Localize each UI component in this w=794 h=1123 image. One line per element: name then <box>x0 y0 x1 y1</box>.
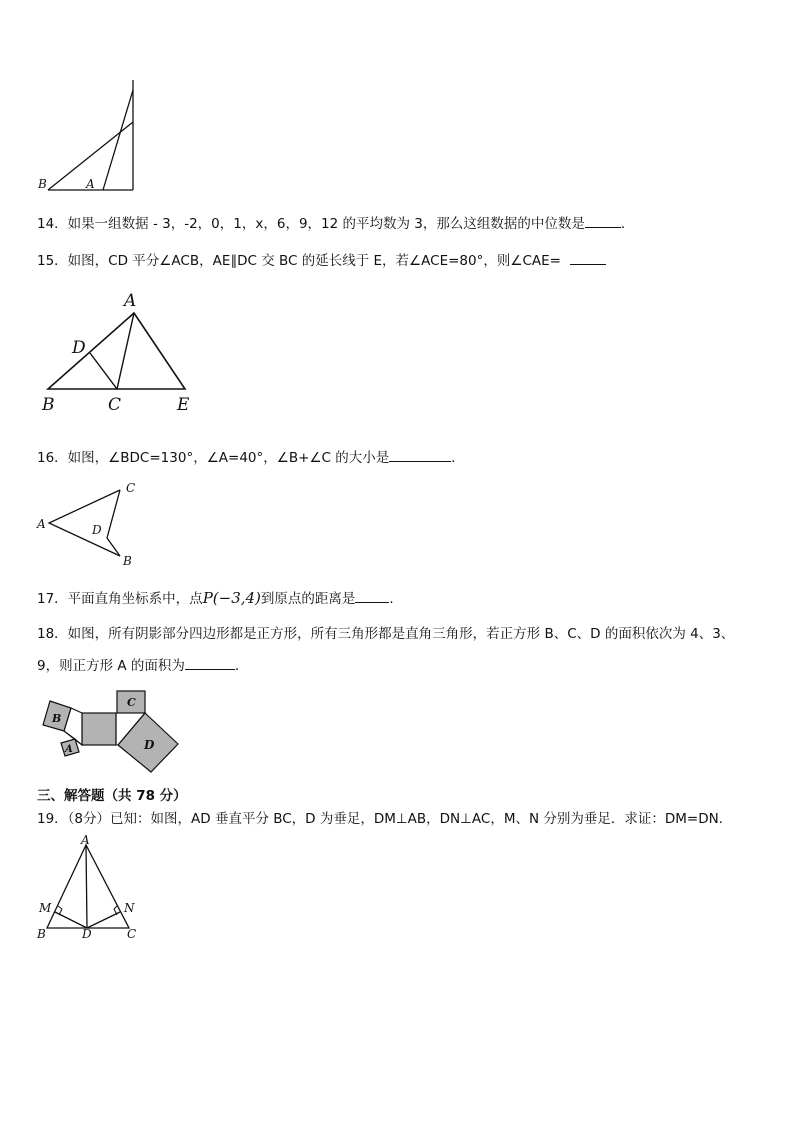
label-b: B <box>123 554 132 568</box>
label-a: A <box>65 744 73 755</box>
label-a: A <box>124 291 137 311</box>
label-e: E <box>177 395 190 414</box>
label-b: B <box>38 177 47 191</box>
label-b: B <box>37 927 46 941</box>
label-n: N <box>124 901 135 915</box>
question-16: 16．如图，∠BDC=130°，∠A=40°，∠B+∠C 的大小是 . <box>37 447 456 467</box>
label-b: B <box>52 712 62 725</box>
label-m: M <box>39 901 52 915</box>
question-17-text: 17．平面直角坐标系中，点 <box>37 591 203 607</box>
answer-blank-16[interactable] <box>389 447 451 462</box>
question-16-text: 16．如图，∠BDC=130°，∠A=40°，∠B+∠C 的大小是 <box>37 450 390 466</box>
question-17: 17．平面直角坐标系中，点P(−3,4)到原点的距离是 . <box>37 589 394 607</box>
question-15-text: 15．如图，CD 平分∠ACB，AE∥DC 交 BC 的延长线于 E，若∠ACE=80°，则∠CAE= <box>37 253 561 269</box>
question-19-text: 19．（8分）已知：如图，AD 垂直平分 BC，D 为垂足，DM⊥AB，DN⊥AC，M、N 分别为垂足．求证：DM=DN． <box>37 811 733 827</box>
question-18-line-1 <box>37 625 734 643</box>
label-c: C <box>127 696 136 709</box>
answer-blank-14[interactable] <box>585 213 621 228</box>
label-d: D <box>92 523 102 537</box>
label-c: C <box>126 481 136 495</box>
answer-blank-15[interactable] <box>570 250 606 265</box>
question-19 <box>37 810 732 828</box>
figure-q19 <box>34 834 146 944</box>
question-14: 14．如果一组数据 - 3，-2，0，1，x，6，9，12 的平均数为 3，那么这组数据的中位数是 . <box>37 213 625 233</box>
question-18-text: 18．如图，所有阴影部分四边形都是正方形，所有三角形都是直角三角形，若正方形 B、C、D 的面积依次为 4、3、 <box>37 626 735 642</box>
question-15 <box>37 250 606 270</box>
point-p: P(−3,4) <box>202 589 261 607</box>
label-a: A <box>81 834 90 847</box>
answer-blank-18[interactable] <box>185 655 235 670</box>
label-a: A <box>86 177 95 191</box>
figure-q18 <box>38 688 183 776</box>
label-c: C <box>108 395 122 414</box>
label-d: D <box>82 927 92 941</box>
section-heading: 三、解答题（共 78 分） <box>37 788 187 804</box>
label-c: C <box>127 927 137 941</box>
question-18-line-2: 9，则正方形 A 的面积为 . <box>37 655 239 675</box>
label-a: A <box>37 517 46 531</box>
label-d: D <box>72 338 86 358</box>
label-b: B <box>42 395 55 414</box>
figure-q16 <box>34 478 144 570</box>
label-d: D <box>144 738 155 752</box>
question-14-text: 14．如果一组数据 - 3，-2，0，1，x，6，9，12 的平均数为 3，那么这组数据的中位数是 <box>37 216 585 232</box>
figure-q13 <box>30 78 140 196</box>
figure-q15 <box>38 288 198 414</box>
answer-blank-17[interactable] <box>355 588 389 603</box>
